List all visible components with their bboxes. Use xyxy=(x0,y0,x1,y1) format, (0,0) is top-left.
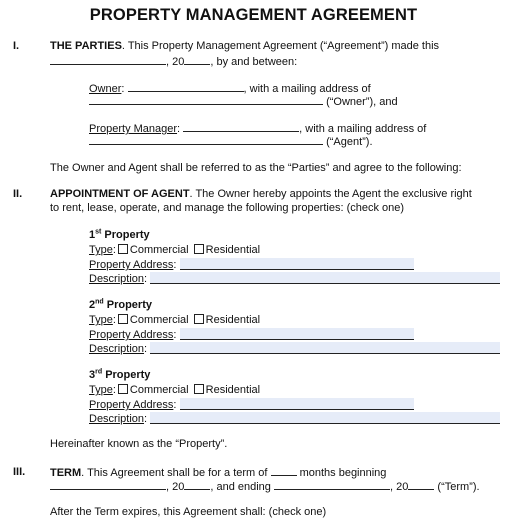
property-1-heading xyxy=(89,229,150,241)
property-2-commercial-checkbox[interactable] xyxy=(118,314,128,324)
property-2-description-colon: : xyxy=(144,343,148,355)
property-3-sup: rd xyxy=(95,368,103,376)
property-3-description-row xyxy=(89,412,500,425)
term-months-blank[interactable] xyxy=(271,466,297,476)
owner-address-line xyxy=(89,95,398,108)
property-1-residential-label: Residential xyxy=(205,244,261,256)
manager-name-blank[interactable] xyxy=(183,122,299,132)
year-blank[interactable] xyxy=(184,55,210,65)
section-number-3: III. xyxy=(13,466,26,478)
term-start-blank[interactable] xyxy=(50,480,166,490)
manager-label: Property Manager xyxy=(89,123,178,135)
property-1-description-label: Description xyxy=(89,273,145,285)
appointment-line-2: to rent, lease, operate, and manage the following properties: (check one) xyxy=(50,202,405,214)
day-blank[interactable] xyxy=(50,55,166,65)
property-1-address-field[interactable] xyxy=(180,258,414,270)
manager-mailing-text: , with a mailing address of xyxy=(299,123,427,135)
property-3-address-row xyxy=(89,398,414,411)
appointment-line-1 xyxy=(50,188,472,200)
property-2-type-colon: : xyxy=(112,314,116,326)
property-2-type-label: Type xyxy=(89,314,113,326)
property-3-residential-checkbox[interactable] xyxy=(194,384,204,394)
property-1-description-field[interactable] xyxy=(150,272,500,284)
property-2-ord: 2 xyxy=(89,299,96,311)
property-3-description-colon: : xyxy=(144,413,148,425)
property-3-type-row xyxy=(89,384,260,396)
property-2-type-row xyxy=(89,314,260,326)
owner-mailing-text: , with a mailing address of xyxy=(243,83,371,95)
property-1-residential-checkbox[interactable] xyxy=(194,244,204,254)
property-3-type-colon: : xyxy=(112,384,116,396)
year-prefix: , 20 xyxy=(166,56,185,68)
property-3-commercial-label: Commercial xyxy=(129,384,189,396)
property-1-commercial-checkbox[interactable] xyxy=(118,244,128,254)
property-1-commercial-label: Commercial xyxy=(129,244,189,256)
property-3-heading xyxy=(89,369,150,381)
parties-text-1: . This Property Management Agreement (“Agreement”) made this xyxy=(121,40,440,52)
property-2-sup: nd xyxy=(95,298,104,306)
property-1-type-row xyxy=(89,244,260,256)
after-term-text: After the Term expires, this Agreement shall: (check one) xyxy=(50,506,327,518)
property-2-residential-checkbox[interactable] xyxy=(194,314,204,324)
property-2-description-row xyxy=(89,342,500,355)
property-1-address-label: Property Address xyxy=(89,259,174,271)
property-1-ord: 1 xyxy=(89,229,96,241)
property-1-label: Property xyxy=(104,229,150,241)
property-2-label: Property xyxy=(106,299,152,311)
property-3-address-colon: : xyxy=(173,399,177,411)
property-3-type-label: Type xyxy=(89,384,113,396)
property-1-address-colon: : xyxy=(173,259,177,271)
hereinafter-text: Hereinafter known as the “Property”. xyxy=(50,438,228,450)
term-line-2 xyxy=(50,480,480,493)
term-heading: TERM xyxy=(50,467,82,479)
appointment-heading: APPOINTMENT OF AGENT xyxy=(50,188,190,200)
manager-address-line xyxy=(89,135,373,148)
property-2-address-label: Property Address xyxy=(89,329,174,341)
owner-label: Owner xyxy=(89,83,122,95)
term-text-2: months beginning xyxy=(299,467,387,479)
parties-summary: The Owner and Agent shall be referred to as the “Parties” and agree to the following: xyxy=(50,162,462,174)
term-end-year-prefix: , 20 xyxy=(389,481,409,493)
term-end-blank[interactable] xyxy=(274,480,390,490)
manager-colon: : xyxy=(177,123,181,135)
appointment-text-1: . The Owner hereby appoints the Agent the exclusive right xyxy=(189,188,472,200)
property-3-description-label: Description xyxy=(89,413,145,425)
property-2-address-field[interactable] xyxy=(180,328,414,340)
parties-text-2: , by and between: xyxy=(210,56,298,68)
property-2-address-row xyxy=(89,328,414,341)
property-1-sup: st xyxy=(95,228,102,236)
owner-address-blank[interactable] xyxy=(89,95,323,105)
term-ending-text: , and ending xyxy=(210,481,271,493)
parties-heading: THE PARTIES xyxy=(50,40,122,52)
owner-colon: : xyxy=(121,83,125,95)
property-2-address-colon: : xyxy=(173,329,177,341)
property-1-type-colon: : xyxy=(112,244,116,256)
property-2-heading xyxy=(89,299,152,311)
manager-address-blank[interactable] xyxy=(89,135,323,145)
property-1-description-colon: : xyxy=(144,273,148,285)
section-number-1: I. xyxy=(13,40,20,52)
property-2-description-field[interactable] xyxy=(150,342,500,354)
owner-ref: (“Owner”), and xyxy=(326,96,398,108)
owner-line xyxy=(89,82,371,95)
property-1-description-row xyxy=(89,272,500,285)
owner-name-blank[interactable] xyxy=(128,82,244,92)
property-3-ord: 3 xyxy=(89,369,96,381)
property-1-type-label: Type xyxy=(89,244,113,256)
property-3-address-label: Property Address xyxy=(89,399,174,411)
property-3-commercial-checkbox[interactable] xyxy=(118,384,128,394)
property-3-address-field[interactable] xyxy=(180,398,414,410)
property-2-commercial-label: Commercial xyxy=(129,314,189,326)
property-1-address-row xyxy=(89,258,414,271)
property-2-residential-label: Residential xyxy=(205,314,261,326)
term-text-1: . This Agreement shall be for a term of xyxy=(81,467,268,479)
property-3-residential-label: Residential xyxy=(205,384,261,396)
manager-line xyxy=(89,122,426,135)
property-3-label: Property xyxy=(105,369,151,381)
term-start-year-blank[interactable] xyxy=(184,480,210,490)
parties-line-1 xyxy=(50,40,439,52)
section-number-2: II. xyxy=(13,188,23,200)
property-2-description-label: Description xyxy=(89,343,145,355)
term-ref: (“Term”). xyxy=(437,481,480,493)
term-line-1 xyxy=(50,466,386,479)
document-title: PROPERTY MANAGEMENT AGREEMENT xyxy=(89,6,418,24)
term-start-year-prefix: , 20 xyxy=(166,481,185,493)
parties-line-2 xyxy=(50,55,297,68)
property-3-description-field[interactable] xyxy=(150,412,500,424)
term-end-year-blank[interactable] xyxy=(408,480,434,490)
agent-ref: (“Agent”). xyxy=(326,136,373,148)
